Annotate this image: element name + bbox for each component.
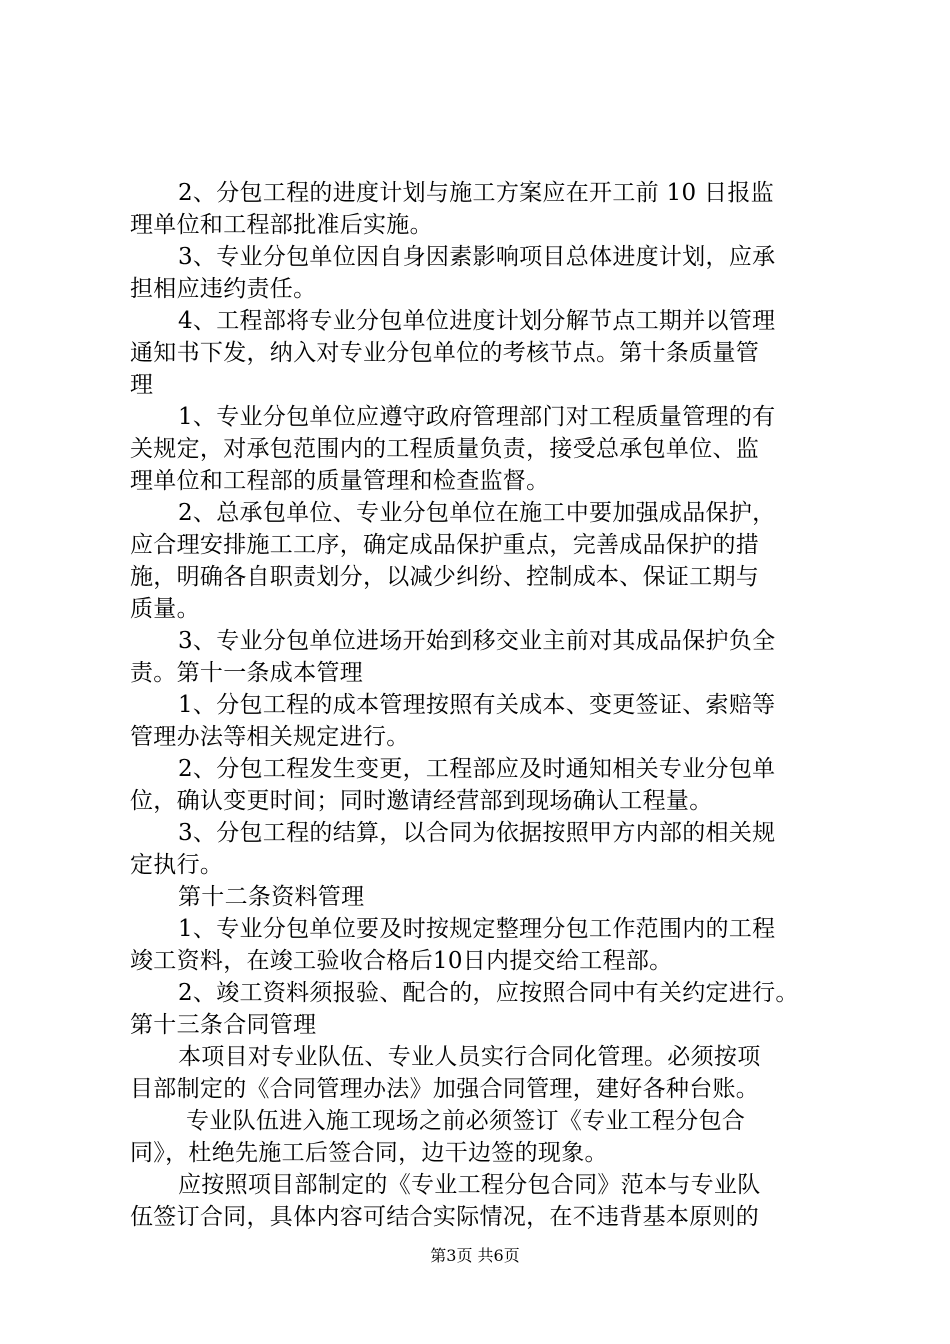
body-line: 伍签订合同，具体内容可结合实际情况，在不违背基本原则的 — [130, 1204, 760, 1230]
body-line: 理单位和工程部的质量管理和检查监督。 — [130, 468, 550, 494]
body-line: 第十二条资料管理 — [178, 884, 365, 910]
body-line: 担相应违约责任。 — [130, 276, 317, 302]
body-line: 4、工程部将专业分包单位进度计划分解节点工期并以管理 — [178, 308, 776, 334]
body-line: 定执行。 — [130, 852, 224, 878]
body-line: 专业队伍进入施工现场之前必须签订《专业工程分包合 — [186, 1108, 746, 1134]
body-line: 2、总承包单位、专业分包单位在施工中要加强成品保护， — [178, 500, 776, 526]
body-line: 2、分包工程发生变更，工程部应及时通知相关专业分包单 — [178, 756, 776, 782]
body-line: 2、竣工资料须报验、配合的，应按照合同中有关约定进行。 — [178, 980, 799, 1006]
body-line: 管理办法等相关规定进行。 — [130, 724, 410, 750]
body-line: 应按照项目部制定的《专业工程分包合同》范本与专业队 — [178, 1172, 761, 1198]
body-line: 通知书下发，纳入对专业分包单位的考核节点。第十条质量管 — [130, 340, 760, 366]
body-line: 2、分包工程的进度计划与施工方案应在开工前 10 日报监 — [178, 180, 774, 206]
body-line: 1、专业分包单位要及时按规定整理分包工作范围内的工程 — [178, 916, 776, 942]
body-line: 本项目对专业队伍、专业人员实行合同化管理。必须按项 — [178, 1044, 761, 1070]
body-line: 3、分包工程的结算，以合同为依据按照甲方内部的相关规 — [178, 820, 776, 846]
page-number-label: 第3页 共6页 — [430, 1246, 520, 1265]
body-line: 1、分包工程的成本管理按照有关成本、变更签证、索赔等 — [178, 692, 776, 718]
body-line: 3、专业分包单位进场开始到移交业主前对其成品保护负全 — [178, 628, 776, 654]
body-line: 1、专业分包单位应遵守政府管理部门对工程质量管理的有 — [178, 404, 776, 430]
body-line: 应合理安排施工工序，确定成品保护重点，完善成品保护的措 — [130, 532, 760, 558]
body-line: 质量。 — [130, 596, 200, 622]
body-line: 位，确认变更时间；同时邀请经营部到现场确认工程量。 — [130, 788, 713, 814]
body-line: 关规定，对承包范围内的工程质量负责，接受总承包单位、监 — [130, 436, 760, 462]
body-line: 目部制定的《合同管理办法》加强合同管理，建好各种台账。 — [130, 1076, 760, 1102]
body-line: 理 — [130, 372, 154, 398]
body-line: 3、专业分包单位因自身因素影响项目总体进度计划，应承 — [178, 244, 776, 270]
body-line: 责。第十一条成本管理 — [130, 660, 363, 686]
body-line: 理单位和工程部批准后实施。 — [130, 212, 433, 238]
document-body — [130, 177, 840, 1233]
body-line: 施，明确各自职责划分，以减少纠纷、控制成本、保证工期与 — [130, 564, 760, 590]
body-line: 竣工资料，在竣工验收合格后10日内提交给工程部。 — [130, 948, 673, 974]
body-line: 第十三条合同管理 — [130, 1012, 317, 1038]
page-footer — [0, 1246, 950, 1266]
body-line: 同》，杜绝先施工后签合同，边干边签的现象。 — [130, 1140, 608, 1166]
